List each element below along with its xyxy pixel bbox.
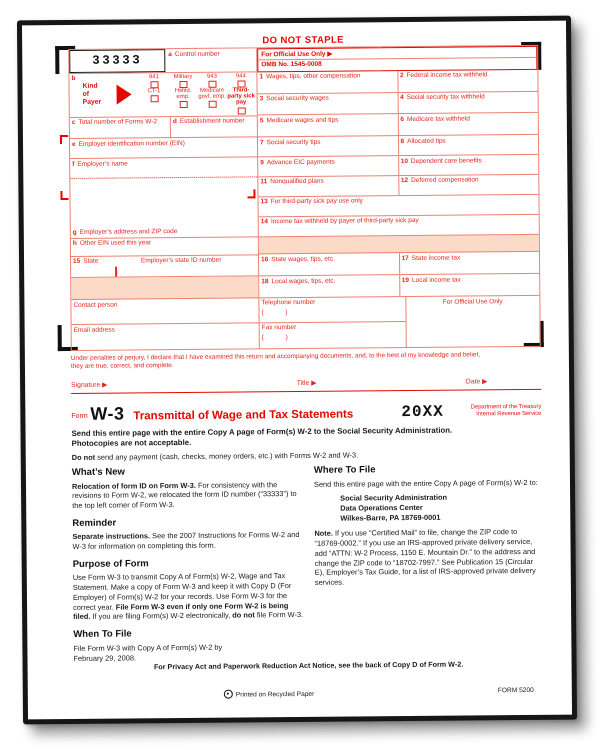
field-7-number: 7 — [259, 139, 264, 147]
field-1-label: Wages, tips, other compensation — [266, 72, 361, 81]
no-payment-bold: Do not — [71, 452, 96, 462]
privacy-act-notice: For Privacy Act and Paperwork Reduction Act Notice, see the back of Copy D of Form W-2. — [153, 659, 464, 672]
checkbox-943 — [197, 73, 226, 87]
note-bold: Note. — [314, 528, 333, 539]
perjury-statement: Under penalties of perjury, I declare that I have examined this return and accompanying documents, and, to the best of my knowledge and belief, they are true, correct, and complete. — [70, 351, 481, 371]
where-to-file-heading: Where To File — [313, 464, 376, 476]
field-f — [70, 158, 257, 180]
kind-of-payer-checkboxes — [139, 73, 255, 115]
checkbox-941-label: 941 — [148, 74, 159, 81]
field-16 — [259, 253, 399, 275]
official-use-bottom-cell — [405, 296, 540, 347]
send-instruction: Send this entire page with the entire Copy A page of Form(s) W-2 to the Social Security Administration. Photocopies are not acceptable. — [71, 425, 453, 449]
w3-form-page — [22, 21, 572, 720]
field-11-number: 11 — [260, 178, 268, 186]
kind-of-payer-cell — [69, 72, 256, 117]
field-5-number: 5 — [259, 117, 264, 125]
date-label: Date ▶ — [465, 378, 488, 386]
checkbox-943-label: 943 — [206, 73, 217, 80]
recycled-paper-icon — [224, 690, 233, 699]
fax-cell — [260, 322, 406, 348]
official-use-box — [257, 46, 537, 72]
field-a-letter: a — [168, 50, 172, 58]
field-h — [71, 237, 258, 257]
field-9-number: 9 — [260, 158, 264, 166]
note-text: If you use “Certified Mail” to file, change the ZIP code to “18769-0002.” If you use an IRS-approved private delivery service, add “ATTN: W-2 Process, 1150 E. Mountain Dr.” to the address and change the ZIP code to “18702-7997.” See Publication 15 (Circular E), Employer’s Tax Guide, for a list of IRS-approved private delivery services. — [314, 527, 536, 587]
field-10-number: 10 — [400, 157, 408, 165]
row-7-8 — [258, 135, 538, 157]
field-g-letter: g — [72, 228, 77, 236]
form-word: Form — [71, 412, 88, 420]
recycled-paper-note — [224, 689, 315, 699]
field-18 — [259, 275, 399, 297]
field-d-label: Establishment number — [179, 117, 245, 126]
field-15 — [71, 256, 141, 277]
recycled-paper-text: Printed on Recycled Paper — [235, 690, 315, 699]
field-e-label: Employer identification number (EIN) — [78, 139, 185, 148]
reminder-paragraph — [72, 530, 302, 552]
phone-fax-column — [259, 297, 405, 348]
form-title-text: Transmittal of Wage and Tax Statements — [133, 408, 354, 423]
field-9-label: Advance EIC payments — [266, 158, 335, 166]
checkbox-ct1 — [140, 88, 169, 115]
field-1 — [257, 71, 397, 93]
form-title-block — [71, 395, 541, 425]
right-columns — [257, 46, 540, 348]
field-14-number: 14 — [260, 218, 268, 226]
field-14-label: Income tax withheld by payer of third-party sick pay — [270, 217, 419, 226]
field-2-label: Federal income tax withheld — [406, 71, 488, 80]
field-3-number: 3 — [259, 95, 264, 103]
field-12 — [398, 175, 539, 195]
email-address-label: Email address — [73, 326, 115, 334]
telephone-cell — [259, 297, 405, 323]
field-3 — [258, 93, 398, 115]
row-3-4 — [258, 92, 538, 116]
field-f-label: Employer’s name — [77, 160, 128, 168]
field-17-label: State income tax — [411, 254, 461, 262]
instructions-columns — [72, 463, 544, 663]
contact-numbers-rows — [259, 296, 539, 348]
field-a-label: Control number — [174, 50, 220, 58]
checkbox-hshld-emp-box[interactable] — [179, 101, 187, 108]
checkbox-hshld-emp-label: Hshld. emp. — [174, 87, 192, 101]
ssa-address-line-2: Data Operations Center — [340, 503, 423, 513]
state-divider-tick — [115, 266, 117, 276]
field-6 — [397, 113, 538, 135]
field-1-number: 1 — [259, 73, 264, 81]
field-8-number: 8 — [400, 137, 405, 145]
field-8-label: Allocated tips — [407, 137, 446, 145]
form-photo-frame — [17, 16, 577, 725]
field-d-letter: d — [172, 118, 177, 126]
row-control-number — [69, 48, 256, 73]
field-e — [70, 138, 257, 160]
field-g — [73, 228, 178, 236]
field-5-label: Medicare wages and tips — [266, 116, 339, 125]
field-15-label: State — [83, 257, 99, 265]
whats-new-paragraph — [72, 479, 302, 510]
checkbox-third-party-sick-pay-box[interactable] — [237, 107, 245, 114]
purpose-text-3: file Form W-3. — [254, 610, 304, 620]
signature-label: Signature ▶ — [71, 381, 108, 389]
field-13-label: For third-party sick pay use only — [270, 197, 363, 206]
row-1-2 — [257, 70, 537, 94]
checkbox-third-party-sick-pay — [227, 87, 256, 114]
field-f-letter: f — [72, 160, 75, 168]
form-id-box: 33333 — [69, 49, 165, 73]
field-7-label: Social security tips — [266, 138, 321, 147]
checkbox-military — [168, 74, 197, 88]
field-17-number: 17 — [401, 254, 409, 262]
fax-label: Fax number — [261, 324, 297, 332]
field-4 — [397, 92, 538, 114]
field-c — [70, 117, 170, 139]
purpose-bold-2: do not — [232, 610, 255, 621]
field-h-letter: h — [72, 240, 77, 248]
do-not-staple-warning: DO NOT STAPLE — [262, 34, 344, 47]
ssa-address-line-1: Social Security Administration — [340, 492, 448, 503]
w3-form-grid — [68, 45, 541, 351]
contact-person-cell — [71, 299, 258, 325]
field-c-letter: c — [71, 118, 76, 126]
whats-new-heading: What’s New — [71, 466, 125, 478]
row-18-19 — [259, 274, 539, 298]
field-h-label: Other EIN used this year — [79, 239, 152, 248]
checkbox-ct1-label: CT-1 — [147, 88, 161, 95]
checkbox-third-party-sick-pay-label: Third-party sick pay — [227, 87, 255, 106]
field-18-label: Local wages, tips, etc. — [271, 277, 336, 285]
checkbox-medicare-govt-emp-label: Medicare govt. emp. — [198, 87, 226, 101]
field-10 — [398, 155, 539, 175]
telephone-parens: ( ) — [261, 309, 288, 317]
checkbox-ct1-box[interactable] — [150, 95, 158, 102]
when-to-file-paragraph: File Form W-3 with Copy A of Form(s) W-2 by February 29, 2008. — [73, 642, 223, 663]
field-17 — [398, 252, 539, 274]
checkbox-944-label: 944 — [235, 73, 246, 80]
field-3-label: Social security wages — [266, 94, 329, 103]
checkbox-944-box[interactable] — [237, 80, 245, 87]
checkbox-941-box[interactable] — [150, 81, 158, 88]
row-c-d — [70, 116, 257, 139]
form-number-w3: W-3 — [90, 403, 125, 424]
row-9-10 — [258, 155, 538, 177]
kind-of-payer-arrow-icon — [117, 84, 132, 104]
omb-number: OMB No. 1545-0008 — [261, 60, 322, 69]
field-19 — [399, 274, 540, 296]
no-payment-rest: send any payment (cash, checks, money orders, etc.) with Forms W-2 and W-3. — [95, 450, 359, 462]
field-15-number: 15 — [73, 257, 81, 266]
kind-of-payer-label: Kind of Payer — [82, 82, 102, 107]
treasury-dept-label: Department of the Treasury Internal Revenue Service — [470, 403, 542, 418]
field-13-number: 13 — [260, 198, 268, 206]
checkbox-941 — [139, 74, 168, 88]
shaded-cell-left — [71, 277, 258, 301]
field-6-number: 6 — [400, 115, 404, 124]
field-a — [165, 48, 256, 72]
field-11-label: Nonqualified plans — [270, 178, 324, 186]
purpose-bold-1: File Form W-3 even if only one Form W-2 is being filed. — [73, 600, 289, 622]
field-7 — [258, 136, 398, 156]
row-5-6 — [258, 113, 538, 137]
field-12-number: 12 — [400, 177, 409, 185]
field-10-label: Dependent care benefits — [410, 156, 482, 165]
left-column — [69, 48, 260, 350]
checkbox-military-label: Military — [173, 73, 193, 80]
field-8 — [397, 135, 538, 155]
fax-parens: ( ) — [261, 334, 288, 342]
field-13 — [258, 195, 538, 217]
field-19-label: Local income tax — [411, 276, 461, 284]
signature-row — [71, 377, 541, 394]
row-state — [71, 255, 258, 278]
field-2-number: 2 — [399, 72, 404, 80]
no-payment-instruction — [72, 449, 542, 462]
field-b-letter: b — [71, 74, 76, 82]
where-to-file-note — [314, 527, 543, 588]
field-5 — [258, 115, 398, 137]
reminder-bold: Separate instructions. — [72, 531, 151, 542]
reminder-text: See the 2007 Instructions for Forms W-2 and W-3 for information on completing this form. — [72, 530, 300, 552]
form-year: 20XX — [401, 402, 444, 422]
field-16-label: State wages, tips, etc. — [271, 255, 335, 264]
checkbox-medicare-govt-emp — [198, 88, 227, 115]
form-stock-number: FORM 5200 — [497, 686, 534, 695]
purpose-text-2: If you are filing Form(s) W-2 electronically, — [90, 611, 233, 622]
official-use-bottom-label: For Official Use Only — [442, 298, 503, 306]
when-to-file-heading: When To File — [73, 628, 132, 641]
red-scan-mark-top-left — [60, 135, 68, 144]
whats-new-bold: Relocation of form ID on Form W-3. — [71, 480, 196, 491]
instructions-left-column — [72, 465, 304, 663]
whats-new-text: For consistency with the revisions to Form W-2, we relocated the form ID number (“33333”) to the top left corner of Form W-3. — [72, 479, 297, 511]
purpose-heading: Purpose of Form — [72, 558, 149, 570]
field-11 — [258, 176, 398, 196]
checkbox-hshld-emp — [169, 88, 198, 115]
title-label: Title ▶ — [296, 379, 317, 388]
reminder-heading: Reminder — [72, 517, 117, 529]
where-to-file-paragraph: Send this entire page with the entire Copy A page of Form(s) W-2 to: — [313, 477, 538, 489]
employer-state-id-label: Employer’s state ID number — [141, 256, 222, 265]
field-16-number: 16 — [261, 256, 269, 264]
employer-name-address-cell — [70, 158, 258, 239]
field-19-number: 19 — [401, 276, 409, 284]
email-address-cell — [72, 323, 259, 349]
field-2 — [397, 70, 538, 92]
red-scan-mark-bottom-left — [60, 191, 68, 200]
checkbox-medicare-govt-emp-box[interactable] — [208, 101, 216, 108]
field-g-label: Employer’s address and ZIP code — [79, 227, 178, 236]
telephone-label: Telephone number — [261, 299, 316, 307]
field-14 — [259, 215, 539, 237]
field-18-number: 18 — [261, 277, 269, 285]
official-use-label: For Official Use Only ▶ — [258, 47, 536, 60]
field-4-label: Social security tax withheld — [406, 93, 485, 102]
ssa-address-line-3: Wilkes-Barre, PA 18769-0001 — [340, 513, 441, 523]
field-4-number: 4 — [400, 94, 404, 102]
instructions-right-column — [314, 463, 544, 661]
row-11-12 — [258, 175, 538, 197]
purpose-paragraph — [73, 571, 303, 622]
field-c-label: Total number of Forms W-2 — [78, 118, 158, 126]
field-d — [170, 116, 257, 138]
purpose-text-1: Use Form W-3 to transmit Copy A of Form(s) W-2, Wage and Tax Statement. Make a copy of Form W-3 and keep it with Copy D (For Employer) of Form(s) W-2 for your records. Use Form W-3 for the correct year. — [72, 571, 292, 612]
ssa-address-block — [340, 492, 542, 524]
row-16-17 — [259, 252, 539, 276]
contact-person-label: Contact person — [73, 301, 118, 309]
field-9 — [258, 156, 398, 176]
checkbox-944 — [226, 73, 255, 87]
field-12-label: Deferred compensation — [411, 176, 479, 185]
field-e-letter: e — [71, 140, 76, 148]
field-6-label: Medicare tax withheld — [406, 115, 470, 123]
